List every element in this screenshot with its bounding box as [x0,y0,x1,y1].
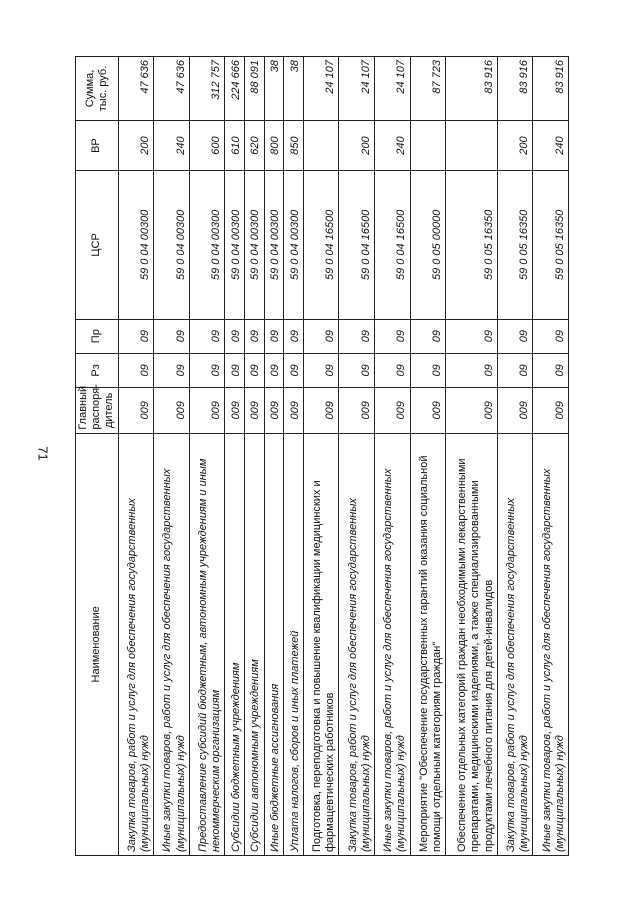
budget-table [75,56,569,856]
cell-sum: 83 916 [533,57,569,121]
cell-admin: 009 [154,388,190,434]
cell-pr: 09 [154,319,190,353]
cell-name: Иные закупки товаров, работ и услуг для обеспечения государственных (муниципальных) нужд [374,433,410,855]
table-row [264,57,284,856]
table-row [446,57,498,856]
cell-rz: 09 [410,353,446,387]
cell-vr: 850 [284,120,304,170]
cell-admin: 009 [225,388,245,434]
cell-vr: 200 [497,120,533,170]
header-pr: Пр [76,319,119,353]
cell-pr: 09 [446,319,498,353]
cell-name: Мероприятие "Обеспечение государственных гарантий оказания социальной помощи отдельным категориям граждан" [410,433,446,855]
cell-csr: 59 0 04 16500 [374,171,410,319]
table-row [154,57,190,856]
cell-vr: 240 [154,120,190,170]
table-row [410,57,446,856]
cell-pr: 09 [410,319,446,353]
header-rz: Рз [76,353,119,387]
cell-sum: 224 666 [225,57,245,121]
cell-rz: 09 [264,353,284,387]
cell-sum: 24 107 [374,57,410,121]
cell-rz: 09 [244,353,264,387]
cell-name: Предоставление субсидий бюджетным, автономным учреждениям и иным некоммерческим организациям [189,433,225,855]
cell-admin: 009 [284,388,304,434]
cell-csr: 59 0 04 00300 [225,171,245,319]
cell-admin: 009 [497,388,533,434]
cell-sum: 24 107 [303,57,339,121]
table-row [533,57,569,856]
cell-pr: 09 [244,319,264,353]
cell-admin: 009 [264,388,284,434]
cell-pr: 09 [225,319,245,353]
header-sum: Сумма, тыс. руб. [76,57,119,121]
cell-admin: 009 [374,388,410,434]
cell-rz: 09 [189,353,225,387]
cell-vr: 200 [339,120,375,170]
cell-csr: 59 0 04 00300 [118,171,154,319]
cell-csr: 59 0 04 00300 [244,171,264,319]
cell-vr [410,120,446,170]
cell-csr: 59 0 05 16350 [446,171,498,319]
cell-name: Субсидии бюджетным учреждениям [225,433,245,855]
table-row [497,57,533,856]
page-number: 71 [35,446,51,461]
table-header-row [76,57,119,856]
cell-vr: 240 [374,120,410,170]
header-admin: Главный распоря-дитель [76,388,119,434]
cell-admin: 009 [303,388,339,434]
cell-rz: 09 [118,353,154,387]
cell-rz: 09 [303,353,339,387]
cell-pr: 09 [118,319,154,353]
cell-sum: 47 636 [154,57,190,121]
cell-admin: 009 [244,388,264,434]
cell-csr: 59 0 04 16500 [303,171,339,319]
cell-vr: 600 [189,120,225,170]
table-row [374,57,410,856]
cell-pr: 09 [264,319,284,353]
cell-pr: 09 [189,319,225,353]
cell-csr: 59 0 05 16350 [533,171,569,319]
cell-name: Субсидии автономным учреждениям [244,433,264,855]
cell-admin: 009 [339,388,375,434]
header-name: Наименование [76,433,119,855]
table-row [303,57,339,856]
cell-name: Уплата налогов, сборов и иных платежей [284,433,304,855]
cell-csr: 59 0 05 16350 [497,171,533,319]
cell-rz: 09 [533,353,569,387]
cell-name: Закупка товаров, работ и услуг для обеспечения государственных (муниципальных) нужд [497,433,533,855]
cell-pr: 09 [339,319,375,353]
cell-name: Подготовка, переподготовка и повышение квалификации медицинских и фармацевтических работников [303,433,339,855]
table-row [189,57,225,856]
cell-rz: 09 [154,353,190,387]
cell-admin: 009 [189,388,225,434]
cell-rz: 09 [497,353,533,387]
cell-sum: 83 916 [446,57,498,121]
cell-sum: 83 916 [497,57,533,121]
cell-admin: 009 [533,388,569,434]
cell-pr: 09 [374,319,410,353]
cell-name: Иные бюджетные ассигнования [264,433,284,855]
cell-vr: 800 [264,120,284,170]
cell-admin: 009 [410,388,446,434]
cell-name: Закупка товаров, работ и услуг для обеспечения государственных (муниципальных) нужд [339,433,375,855]
cell-vr: 200 [118,120,154,170]
cell-rz: 09 [446,353,498,387]
cell-rz: 09 [225,353,245,387]
cell-admin: 009 [118,388,154,434]
cell-csr: 59 0 04 00300 [264,171,284,319]
cell-pr: 09 [497,319,533,353]
cell-name: Иные закупки товаров, работ и услуг для обеспечения государственных (муниципальных) нужд [154,433,190,855]
cell-rz: 09 [284,353,304,387]
cell-csr: 59 0 04 00300 [154,171,190,319]
cell-csr: 59 0 04 00300 [189,171,225,319]
table-row [118,57,154,856]
table-row [284,57,304,856]
cell-vr [303,120,339,170]
cell-sum: 38 [264,57,284,121]
header-csr: ЦСР [76,171,119,319]
cell-vr [446,120,498,170]
cell-csr: 59 0 04 00300 [284,171,304,319]
cell-sum: 47 636 [118,57,154,121]
cell-csr: 59 0 05 00000 [410,171,446,319]
table-row [225,57,245,856]
cell-name: Иные закупки товаров, работ и услуг для обеспечения государственных (муниципальных) нужд [533,433,569,855]
cell-rz: 09 [339,353,375,387]
cell-pr: 09 [284,319,304,353]
cell-rz: 09 [374,353,410,387]
table-row [244,57,264,856]
budget-table-rotated [75,56,569,856]
cell-vr: 620 [244,120,264,170]
cell-name: Закупка товаров, работ и услуг для обеспечения государственных (муниципальных) нужд [118,433,154,855]
cell-name: Обеспечение отдельных категорий граждан необходимыми лекарственными препаратами, медицинскими изделиями, а также специализированными продуктами лечебного питания для детей-инвалидов [446,433,498,855]
cell-sum: 87 723 [410,57,446,121]
cell-sum: 88 091 [244,57,264,121]
cell-pr: 09 [303,319,339,353]
header-vr: ВР [76,120,119,170]
cell-pr: 09 [533,319,569,353]
cell-vr: 240 [533,120,569,170]
cell-admin: 009 [446,388,498,434]
cell-sum: 38 [284,57,304,121]
cell-vr: 610 [225,120,245,170]
cell-csr: 59 0 04 16500 [339,171,375,319]
cell-sum: 24 107 [339,57,375,121]
table-row [339,57,375,856]
cell-sum: 312 757 [189,57,225,121]
